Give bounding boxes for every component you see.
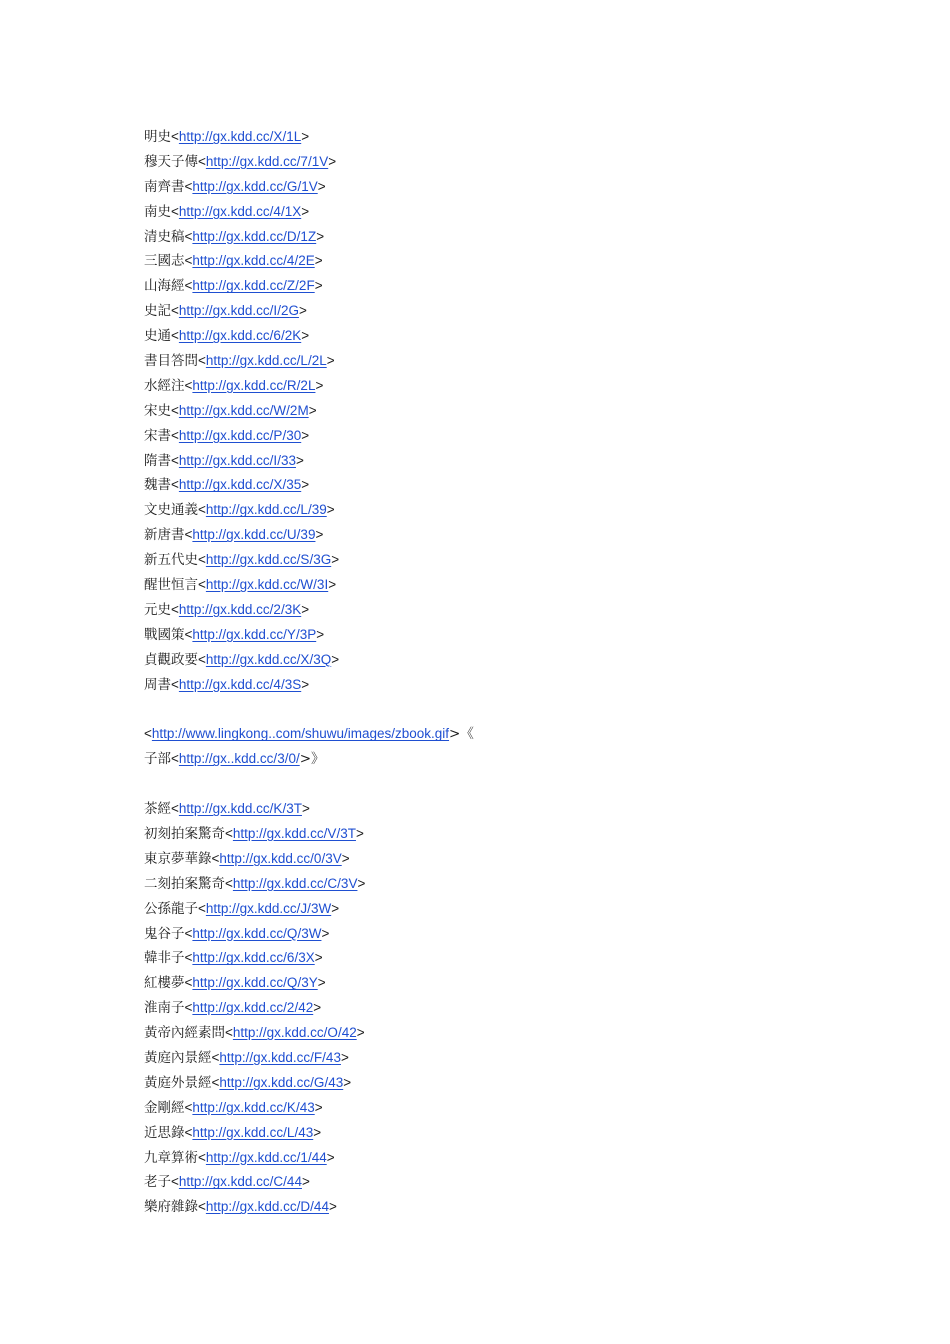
list-item: 金剛經<http://gx.kdd.cc/K/43> (144, 1099, 323, 1116)
book-title: 醒世恒言 (144, 577, 198, 594)
list-item: 老子<http://gx.kdd.cc/C/44> (144, 1174, 310, 1191)
book-link[interactable]: http://gx.kdd.cc/Z/2F (192, 278, 315, 294)
book-title: 山海經 (144, 278, 185, 295)
book-title: 老子 (144, 1174, 171, 1191)
list-item: 貞觀政要<http://gx.kdd.cc/X/3Q> (144, 651, 340, 668)
book-link[interactable]: http://gx.kdd.cc/P/30 (178, 427, 302, 443)
entry-list-zibu (144, 797, 904, 1220)
book-link[interactable]: http://gx.kdd.cc/W/3I (205, 577, 329, 593)
book-title: 戰國策 (144, 626, 185, 643)
list-item: 元史<http://gx.kdd.cc/2/3K> (144, 601, 310, 618)
book-link[interactable]: http://gx.kdd.cc/I/33 (178, 452, 296, 468)
book-title: 南齊書 (144, 178, 185, 195)
book-link[interactable]: http://gx.kdd.cc/G/43 (219, 1074, 344, 1090)
list-item: 三國志<http://gx.kdd.cc/4/2E> (144, 253, 323, 270)
book-title: 隋書 (144, 452, 171, 469)
book-link[interactable]: http://gx.kdd.cc/F/43 (219, 1049, 341, 1065)
list-item: 黃帝內經素問<http://gx.kdd.cc/O/42> (144, 1025, 365, 1042)
book-title: 魏書 (144, 477, 171, 494)
book-title: 南史 (144, 203, 171, 220)
list-item: 史記<http://gx.kdd.cc/I/2G> (144, 303, 307, 320)
list-item: 戰國策<http://gx.kdd.cc/Y/3P> (144, 626, 325, 643)
list-item: 水經注<http://gx.kdd.cc/R/2L> (144, 377, 324, 394)
spacer (144, 697, 904, 722)
list-item: 宋書<http://gx.kdd.cc/P/30> (144, 427, 310, 444)
book-title: 鬼谷子 (144, 925, 185, 942)
book-link[interactable]: http://gx.kdd.cc/Q/3Y (192, 975, 318, 991)
book-title: 公孫龍子 (144, 900, 198, 917)
list-item: 淮南子<http://gx.kdd.cc/2/42> (144, 1000, 322, 1017)
book-title: 史通 (144, 328, 171, 345)
entry-list-history (144, 125, 904, 697)
category-title: 子部 (144, 751, 171, 768)
book-title: 韓非子 (144, 950, 185, 967)
book-title: 明史 (144, 129, 171, 145)
book-link[interactable]: http://gx.kdd.cc/K/43 (192, 1099, 315, 1115)
list-item: 公孫龍子<http://gx.kdd.cc/J/3W> (144, 900, 340, 917)
book-title: 近思錄 (144, 1124, 185, 1141)
book-title: 水經注 (144, 377, 185, 394)
book-link[interactable]: http://gx.kdd.cc/4/1X (178, 203, 302, 219)
header-image-link-line: <http://www.lingkong..com/shuwu/images/zbook.gif>《 (144, 726, 474, 743)
book-link[interactable]: http://gx.kdd.cc/D/44 (205, 1199, 329, 1215)
book-title: 九章算術 (144, 1149, 198, 1166)
book-title: 三國志 (144, 253, 185, 270)
list-item: 樂府雜錄<http://gx.kdd.cc/D/44> (144, 1199, 337, 1216)
list-item: 黃庭外景經<http://gx.kdd.cc/G/43> (144, 1074, 352, 1091)
list-item: 茶經<http://gx.kdd.cc/K/3T> (144, 801, 310, 818)
book-link[interactable]: http://gx.kdd.cc/6/3X (192, 950, 315, 966)
section-header-zibu (144, 722, 904, 772)
list-item: 隋書<http://gx.kdd.cc/I/33> (144, 452, 304, 469)
book-title: 東京夢華錄 (144, 850, 212, 867)
list-item: 清史稿<http://gx.kdd.cc/D/1Z> (144, 228, 325, 245)
list-item: 南齊書<http://gx.kdd.cc/G/1V> (144, 178, 326, 195)
book-link[interactable]: http://gx.kdd.cc/4/2E (192, 253, 315, 269)
book-link[interactable]: http://gx.kdd.cc/1/44 (205, 1149, 327, 1165)
book-title: 黃庭內景經 (144, 1049, 212, 1066)
book-link[interactable]: http://gx.kdd.cc/V/3T (232, 825, 356, 841)
book-link[interactable]: http://gx.kdd.cc/L/2L (205, 353, 327, 369)
list-item: 九章算術<http://gx.kdd.cc/1/44> (144, 1149, 335, 1166)
book-title: 金剛經 (144, 1099, 185, 1116)
book-link[interactable]: http://gx.kdd.cc/J/3W (205, 900, 332, 916)
book-link[interactable]: http://gx.kdd.cc/2/3K (178, 601, 302, 617)
list-item: 東京夢華錄<http://gx.kdd.cc/0/3V> (144, 850, 350, 867)
list-item: 新唐書<http://gx.kdd.cc/U/39> (144, 527, 324, 544)
list-item: 明史<http://gx.kdd.cc/X/1L> (144, 129, 310, 145)
book-title: 穆天子傳 (144, 153, 198, 170)
book-link[interactable]: http://gx.kdd.cc/C/3V (232, 875, 358, 891)
list-item: 文史通義<http://gx.kdd.cc/L/39> (144, 502, 335, 519)
book-link[interactable]: http://gx.kdd.cc/D/1Z (192, 228, 317, 244)
list-item: 宋史<http://gx.kdd.cc/W/2M> (144, 402, 317, 419)
book-title: 淮南子 (144, 1000, 185, 1017)
book-link[interactable]: http://gx.kdd.cc/0/3V (219, 850, 342, 866)
book-title: 貞觀政要 (144, 651, 198, 668)
book-title: 初刻拍案驚奇 (144, 825, 225, 842)
book-link[interactable]: http://gx.kdd.cc/X/1L (178, 129, 302, 144)
category-link[interactable]: http://gx..kdd.cc/3/0/ (178, 751, 300, 767)
list-item: 韓非子<http://gx.kdd.cc/6/3X> (144, 950, 323, 967)
list-item: 周書<http://gx.kdd.cc/4/3S> (144, 676, 310, 693)
book-title: 二刻拍案驚奇 (144, 875, 225, 892)
book-title: 清史稿 (144, 228, 185, 245)
list-item: 紅樓夢<http://gx.kdd.cc/Q/3Y> (144, 975, 326, 992)
book-title: 元史 (144, 601, 171, 618)
list-item: 新五代史<http://gx.kdd.cc/S/3G> (144, 552, 340, 569)
document-page (144, 125, 904, 1220)
book-link[interactable]: http://gx.kdd.cc/7/1V (205, 153, 329, 169)
list-item: 史通<http://gx.kdd.cc/6/2K> (144, 328, 310, 345)
header-category-line: 子部<http://gx..kdd.cc/3/0/>》 (144, 751, 325, 768)
list-item: 山海經<http://gx.kdd.cc/Z/2F> (144, 278, 323, 295)
book-title: 黃帝內經素問 (144, 1025, 225, 1042)
book-title: 周書 (144, 676, 171, 693)
list-item: 近思錄<http://gx.kdd.cc/L/43> (144, 1124, 322, 1141)
book-title: 新唐書 (144, 527, 185, 544)
book-link[interactable]: http://gx.kdd.cc/6/2K (178, 328, 302, 344)
list-item: 鬼谷子<http://gx.kdd.cc/Q/3W> (144, 925, 330, 942)
book-link[interactable]: http://gx.kdd.cc/C/44 (178, 1174, 302, 1190)
book-link[interactable]: http://gx.kdd.cc/4/3S (178, 676, 302, 692)
book-title: 史記 (144, 303, 171, 320)
book-link[interactable]: http://gx.kdd.cc/Q/3W (192, 925, 322, 941)
spacer (144, 772, 904, 797)
book-link[interactable]: http://gx.kdd.cc/L/43 (192, 1124, 314, 1140)
book-title: 宋書 (144, 427, 171, 444)
list-item: 初刻拍案驚奇<http://gx.kdd.cc/V/3T> (144, 825, 364, 842)
list-item: 醒世恒言<http://gx.kdd.cc/W/3I> (144, 577, 337, 594)
book-link[interactable]: http://gx.kdd.cc/Y/3P (192, 626, 317, 642)
book-title: 茶經 (144, 801, 171, 818)
book-link[interactable]: http://gx.kdd.cc/K/3T (178, 801, 302, 817)
book-link[interactable]: http://gx.kdd.cc/W/2M (178, 402, 309, 418)
book-link[interactable]: http://gx.kdd.cc/U/39 (192, 527, 316, 543)
list-item: 二刻拍案驚奇<http://gx.kdd.cc/C/3V> (144, 875, 366, 892)
book-title: 新五代史 (144, 552, 198, 569)
book-link[interactable]: http://gx.kdd.cc/G/1V (192, 178, 318, 194)
book-title: 紅樓夢 (144, 975, 185, 992)
zbook-image-link[interactable]: http://www.lingkong..com/shuwu/images/zbook.gif (151, 726, 450, 742)
book-link[interactable]: http://gx.kdd.cc/L/39 (205, 502, 327, 518)
list-item: 穆天子傳<http://gx.kdd.cc/7/1V> (144, 153, 337, 170)
book-link[interactable]: http://gx.kdd.cc/O/42 (232, 1025, 357, 1041)
book-link[interactable]: http://gx.kdd.cc/S/3G (205, 552, 332, 568)
book-title: 書目答問 (144, 353, 198, 370)
book-title: 宋史 (144, 402, 171, 419)
book-link[interactable]: http://gx.kdd.cc/X/35 (178, 477, 302, 493)
list-item: 南史<http://gx.kdd.cc/4/1X> (144, 203, 310, 220)
book-link[interactable]: http://gx.kdd.cc/X/3Q (205, 651, 332, 667)
list-item: 書目答問<http://gx.kdd.cc/L/2L> (144, 353, 335, 370)
book-link[interactable]: http://gx.kdd.cc/R/2L (192, 377, 316, 393)
list-item: 魏書<http://gx.kdd.cc/X/35> (144, 477, 310, 494)
book-title: 樂府雜錄 (144, 1199, 198, 1216)
list-item: 黃庭內景經<http://gx.kdd.cc/F/43> (144, 1049, 349, 1066)
book-link[interactable]: http://gx.kdd.cc/I/2G (178, 303, 299, 319)
book-link[interactable]: http://gx.kdd.cc/2/42 (192, 1000, 314, 1016)
book-title: 文史通義 (144, 502, 198, 519)
book-title: 黃庭外景經 (144, 1074, 212, 1091)
